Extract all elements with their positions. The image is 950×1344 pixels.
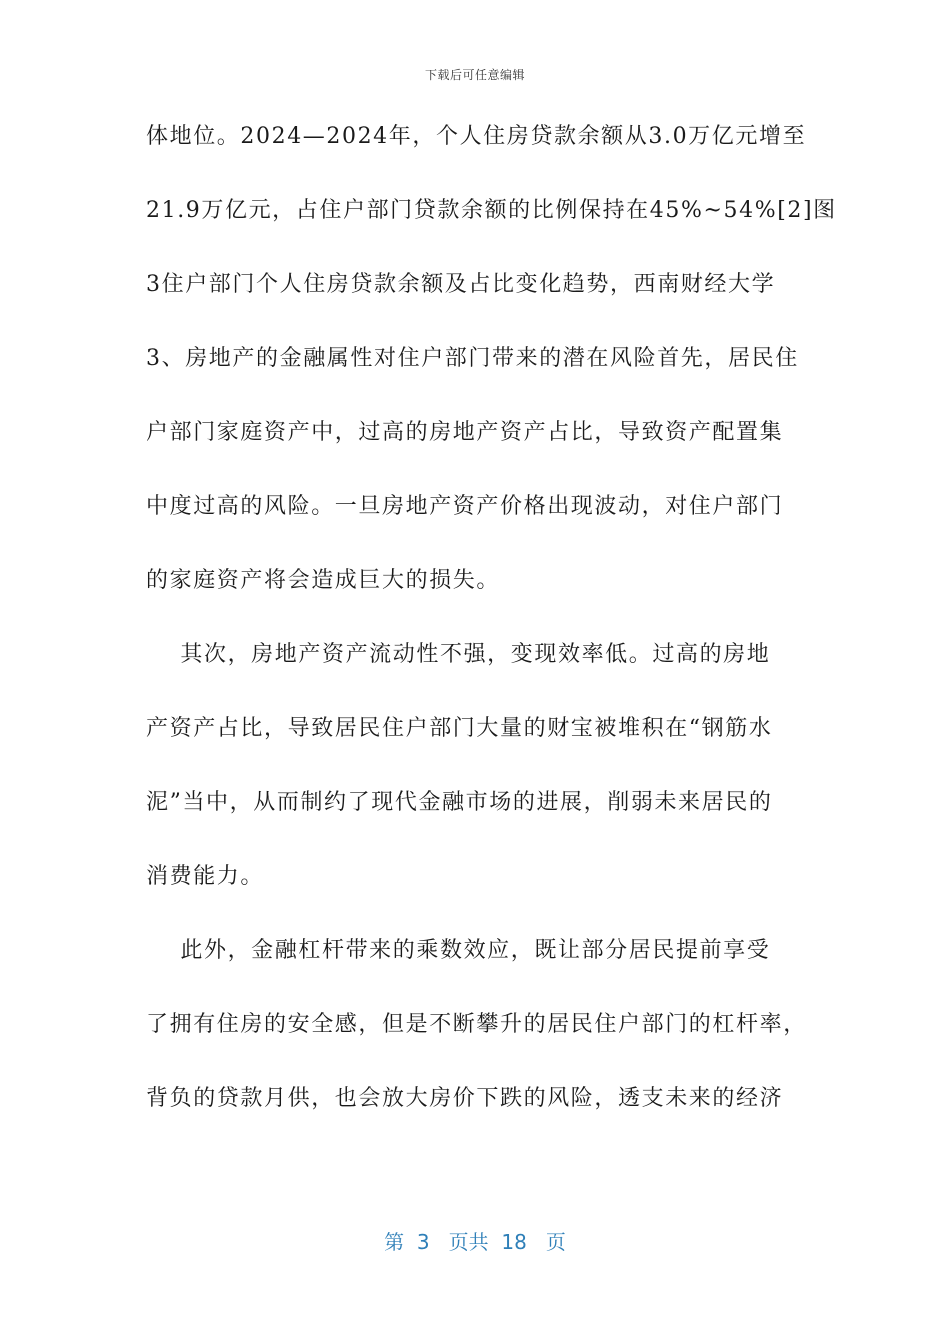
- body-line: 此外，金融杠杆带来的乘数效应，既让部分居民提前享受: [146, 938, 771, 963]
- body-line: 泥”当中，从而制约了现代金融市场的进展，削弱未来居民的: [146, 790, 773, 815]
- body-line: 产资产占比，导致居民住户部门大量的财宝被堆积在“钢筋水: [146, 716, 773, 741]
- body-line: 3住户部门个人住房贷款余额及占比变化趋势，西南财经大学: [146, 272, 776, 297]
- body-line: 21.9万亿元，占住户部门贷款余额的比例保持在45%~54%[2]图: [146, 198, 837, 223]
- body-line: 的家庭资产将会造成巨大的损失。: [146, 568, 501, 593]
- body-line: 消费能力。: [146, 864, 265, 889]
- body-line: 了拥有住房的安全感，但是不断攀升的居民住户部门的杠杆率，: [146, 1012, 807, 1037]
- page-number-footer: 第 3 页共 18 页: [384, 1230, 566, 1254]
- body-line: 3、房地产的金融属性对住户部门带来的潜在风险首先，居民住: [146, 346, 799, 371]
- page-header-note: 下载后可任意编辑: [424, 68, 525, 82]
- body-line: 户部门家庭资产中，过高的房地产资产占比，导致资产配置集: [146, 420, 784, 445]
- body-line: 其次，房地产资产流动性不强，变现效率低。过高的房地: [146, 642, 771, 667]
- body-line: 背负的贷款月供，也会放大房价下跌的风险，透支未来的经济: [146, 1086, 784, 1111]
- body-line: 体地位。2024—2024年，个人住房贷款余额从3.0万亿元增至: [146, 124, 807, 149]
- body-line: 中度过高的风险。一旦房地产资产价格出现波动，对住户部门: [146, 494, 784, 519]
